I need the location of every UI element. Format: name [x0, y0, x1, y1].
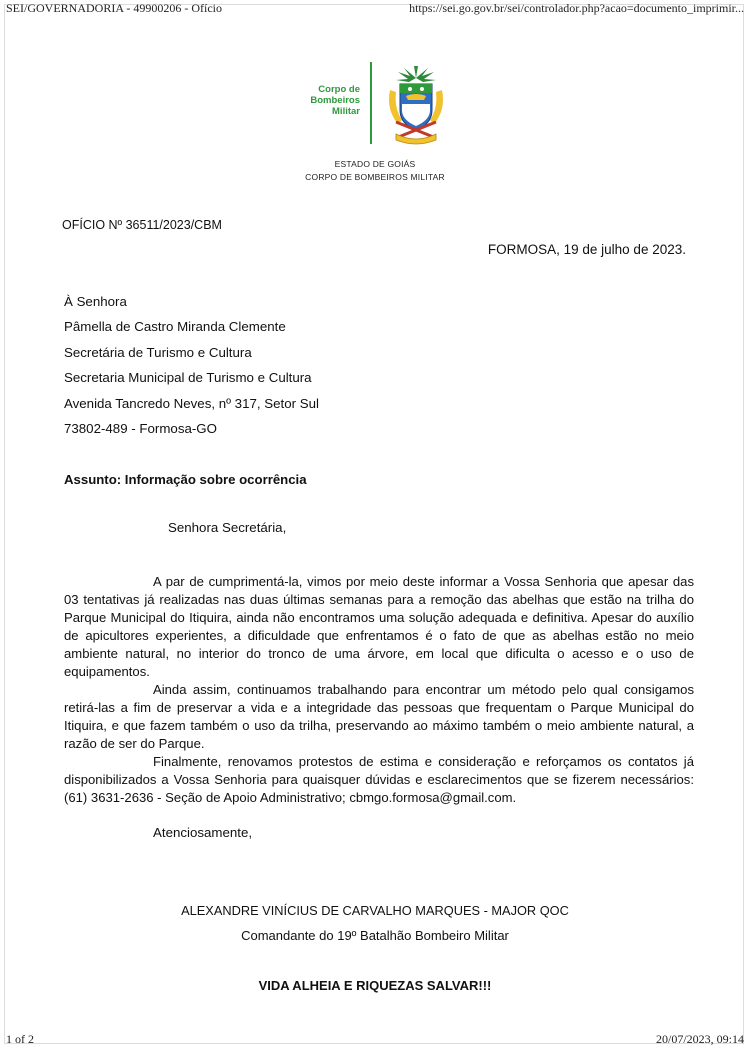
- body-paragraph-3: Finalmente, renovamos protestos de estima e consideração e reforçamos os contatos já disponibilizados a Vossa Senhoria para quaisquer dúvidas e esclarecimentos que se fizerem necessários: (61) 3631-2636 - Seção de Apoio Administrativo; cbmgo.formosa@gmail.com.: [64, 754, 694, 805]
- place-date: FORMOSA, 19 de julho de 2023.: [487, 242, 686, 257]
- recipient-role: Secretária de Turismo e Cultura: [64, 345, 252, 360]
- body-paragraph-1: A par de cumprimentá-la, vimos por meio deste informar a Vossa Senhoria que apesar das 03 tentativas já realizadas nas duas últimas semanas para a remoção das abelhas que estão na trilha do Parque Municipal do Itiquira, ainda não encontramos uma solução adequada e definitiva. Apesar do auxílio de apicultores experientes, a dificuldade que enfrentamos é o fato de que as abelhas estão no meio ambiente natural, no interior do tronco de uma árvore, em local que dificulta o acesso e o uso de equipamentos.: [64, 574, 694, 679]
- header-state: ESTADO DE GOIÁS: [334, 159, 416, 169]
- page-number: 1 of 2: [6, 1032, 34, 1046]
- document-number: OFÍCIO Nº 36511/2023/CBM: [62, 218, 222, 232]
- body-paragraph-2: Ainda assim, continuamos trabalhando para encontrar um método pelo qual consigamos retirá-las a fim de preservar a vida e a integridade das pessoas que frequentam o Parque Municipal do Itiquira, e que fazem também o uso da trilha, preservando ao máximo também o meio ambiente natural, a razão de ser do Parque.: [64, 682, 694, 751]
- print-footer: [6, 1031, 744, 1047]
- coat-of-arms-icon: [384, 62, 448, 146]
- subject: Assunto: Informação sobre ocorrência: [64, 472, 307, 487]
- signature-title: Comandante do 19º Batalhão Bombeiro Militar: [241, 928, 509, 943]
- greeting: Senhora Secretária,: [168, 520, 287, 535]
- recipient-address: Avenida Tancredo Neves, nº 317, Setor Sul: [64, 396, 319, 411]
- print-header-url: https://sei.go.gov.br/sei/controlador.php?acao=documento_imprimir...: [409, 1, 744, 15]
- print-header-title: SEI/GOVERNADORIA - 49900206 - Ofício: [6, 1, 222, 15]
- motto: VIDA ALHEIA E RIQUEZAS SALVAR!!!: [258, 978, 492, 993]
- logo: [300, 60, 450, 148]
- logo-divider: [370, 62, 372, 144]
- recipient-office: Secretaria Municipal de Turismo e Cultura: [64, 370, 312, 385]
- recipient-name: Pâmella de Castro Miranda Clemente: [64, 319, 286, 334]
- signature-name: ALEXANDRE VINÍCIUS DE CARVALHO MARQUES - MAJOR QOC: [181, 903, 569, 918]
- closing: Atenciosamente,: [153, 825, 253, 840]
- header-org: CORPO DE BOMBEIROS MILITAR: [305, 172, 445, 182]
- print-header: [6, 0, 744, 18]
- recipient-salutation: À Senhora: [64, 294, 127, 309]
- logo-wordmark: Corpo de Bombeiros Militar: [310, 84, 360, 117]
- letter-body: [64, 573, 694, 807]
- print-timestamp: 20/07/2023, 09:14: [655, 1032, 744, 1046]
- recipient-zip-city: 73802-489 - Formosa-GO: [64, 421, 217, 436]
